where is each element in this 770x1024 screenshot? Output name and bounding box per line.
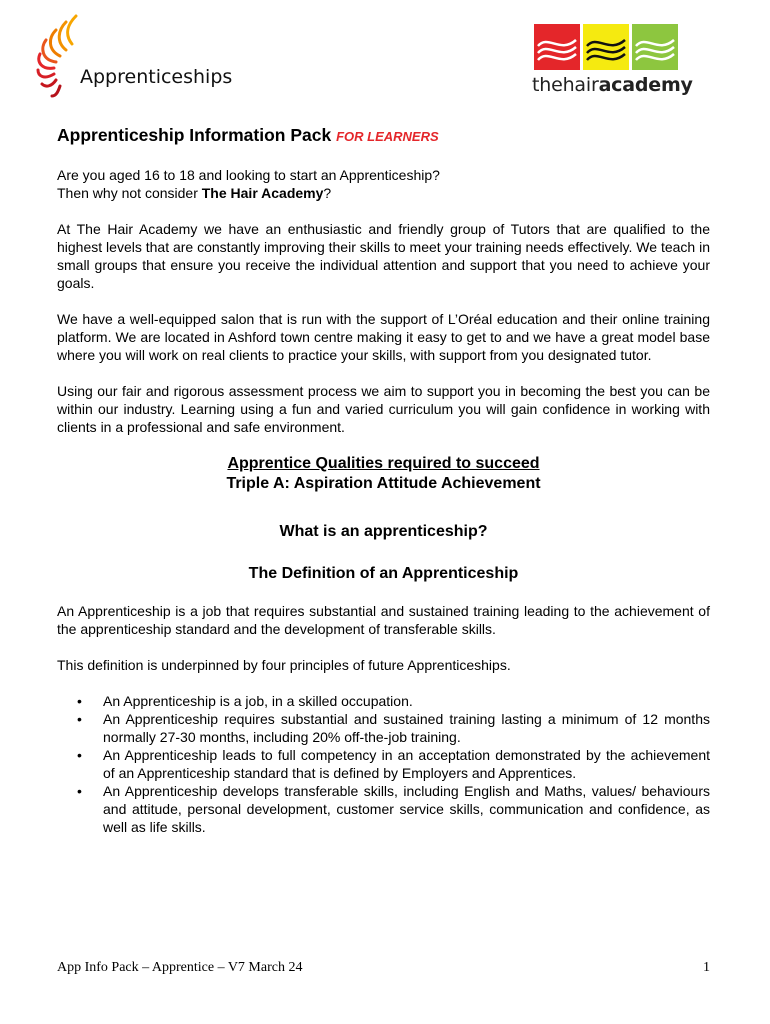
body-paragraph-assessment: Using our fair and rigorous assessment process we aim to support you in becoming the best you can be within our industry. Learning using a fun and varied curriculum you will gain confidence in working with clients in a professional and safe environment.: [57, 383, 710, 435]
qualities-heading-block: [57, 454, 710, 494]
footer-document-info: App Info Pack – Apprentice – V7 March 24: [57, 960, 303, 975]
body-paragraph-salon: We have a well-equipped salon that is run with the support of L’Oréal education and their online training platform. We are located in Ashford town centre making it easy to get to and we have a great model base where you will work on real clients to practice your skills, with support from you designated tutor.: [57, 311, 710, 363]
intro-line1: Are you aged 16 to 18 and looking to start an Apprenticeship?: [57, 167, 440, 183]
bullet-icon: •: [77, 693, 82, 709]
page-footer: [57, 960, 710, 976]
sunburst-icon: [32, 14, 92, 114]
list-item-text: An Apprenticeship is a job, in a skilled occupation.: [103, 693, 413, 709]
logo-text-bold: academy: [598, 74, 693, 96]
yellow-wave-tile-icon: [583, 24, 629, 70]
hair-academy-logo-text: [532, 74, 692, 96]
qualities-subheading: Triple A: Aspiration Attitude Achievement: [226, 475, 541, 492]
question-heading: What is an apprenticeship?: [279, 523, 488, 540]
list-item: [77, 692, 710, 710]
bullet-icon: •: [77, 711, 82, 727]
page-number: 1: [703, 960, 710, 975]
body-paragraph-tutors: At The Hair Academy we have an enthusiastic and friendly group of Tutors that are qualified to the highest levels that are constantly improving their skills to meet your training needs effectively. We teach in small groups that ensure you receive the individual attention and support that you need to achieve your goals.: [57, 221, 710, 291]
intro-paragraph: [57, 166, 710, 202]
definition-heading: The Definition of an Apprenticeship: [248, 565, 519, 582]
list-item: [77, 746, 710, 782]
apprenticeships-logo-text: Apprenticeships: [80, 66, 233, 88]
page-title: [57, 124, 710, 148]
green-wave-tile-icon: [632, 24, 678, 70]
intro-line2-prefix: Then why not consider: [57, 185, 202, 201]
intro-line2-bold: The Hair Academy: [201, 185, 324, 201]
hair-academy-logo: [532, 24, 692, 104]
principles-paragraph: This definition is underpinned by four principles of future Apprenticeships.: [57, 657, 511, 673]
main-content: [57, 124, 710, 836]
logo-text-light: thehair: [532, 74, 599, 96]
principles-list: [57, 692, 710, 836]
qualities-heading: Apprentice Qualities required to succeed: [227, 455, 540, 472]
list-item: [77, 710, 710, 746]
definition-paragraph: An Apprenticeship is a job that requires substantial and sustained training leading to the achievement of the apprenticeship standard and the development of transferable skills.: [57, 603, 710, 637]
bullet-icon: •: [77, 783, 82, 799]
list-item: [77, 782, 710, 836]
logo-tiles: [534, 24, 692, 70]
title-tag: FOR LEARNERS: [336, 129, 439, 144]
red-wave-tile-icon: [534, 24, 580, 70]
apprenticeships-logo: [32, 14, 232, 114]
bullet-icon: •: [77, 747, 82, 763]
title-main: Apprenticeship Information Pack: [57, 125, 332, 145]
intro-line2-suffix: ?: [323, 185, 332, 201]
list-item-text: An Apprenticeship leads to full competency in an acceptation demonstrated by the achievement of an Apprenticeship standard that is defined by Employers and Apprentices.: [103, 747, 710, 781]
list-item-text: An Apprenticeship develops transferable skills, including English and Maths, values/ behaviours and attitude, personal development, customer service skills, communication and confidence, as well as life skills.: [103, 783, 710, 835]
list-item-text: An Apprenticeship requires substantial and sustained training lasting a minimum of 12 months normally 27-30 months, including 20% off-the-job training.: [103, 711, 710, 745]
